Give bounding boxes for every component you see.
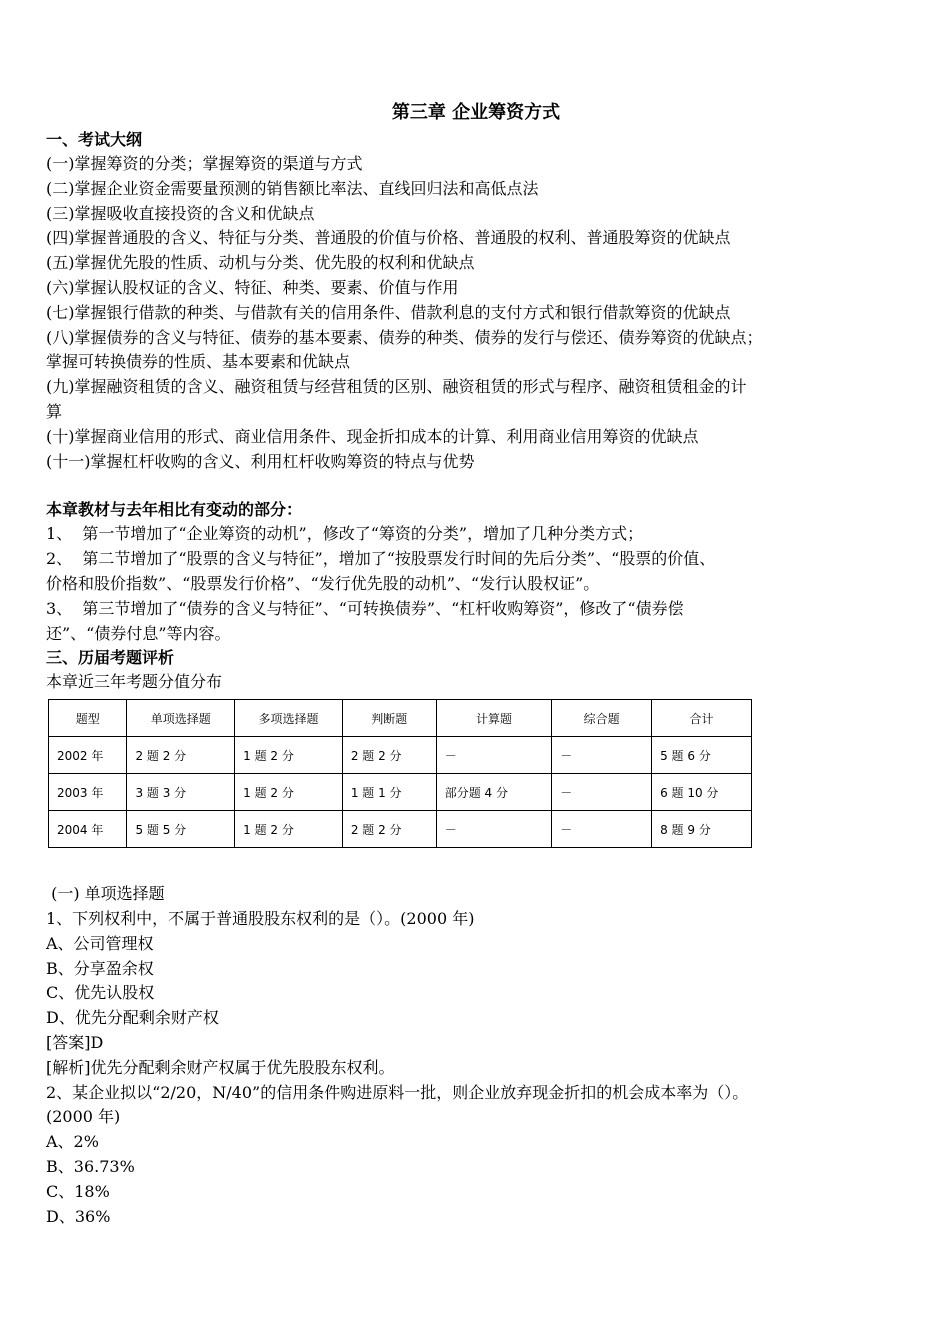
table-cell: 部分题 4 分 (436, 774, 552, 811)
outline-item: (二)掌握企业资金需要量预测的销售额比率法、直线回归法和高低点法 (46, 178, 539, 198)
table-cell: 5 题 6 分 (652, 737, 752, 774)
changes-line: 还”、“债券付息”等内容。 (46, 623, 231, 643)
document-page (46, 100, 906, 1229)
outline-item: (三)掌握吸收直接投资的含义和优缺点 (46, 203, 315, 223)
table-cell: 6 题 10 分 (652, 774, 752, 811)
outline-item: 算 (46, 401, 63, 421)
table-header-row (49, 700, 752, 737)
table-cell: 5 题 5 分 (127, 811, 235, 848)
table-cell: 2002 年 (49, 737, 127, 774)
table-cell: － (436, 811, 552, 848)
outline-item: (四)掌握普通股的含义、特征与分类、普通股的价值与价格、普通股的权利、普通股筹资的优缺点 (46, 228, 731, 248)
changes-line: 3、 第三节增加了“债券的含义与特征”、“可转换债券”、“杠杆收购筹资”，修改了“债券偿 (46, 598, 684, 618)
review-subtitle: 本章近三年考题分值分布 (46, 672, 223, 692)
table-row (49, 737, 752, 774)
changes-line: 2、 第二节增加了“股票的含义与特征”，增加了“按股票发行时间的先后分类”、“股票的价值、 (46, 549, 716, 569)
table-header-cell: 单项选择题 (127, 700, 235, 737)
question-option: B、分享盈余权 (46, 958, 154, 978)
table-header-cell: 计算题 (436, 700, 552, 737)
score-table-wrap (48, 699, 906, 848)
review-heading: 三、历届考题评析 (46, 648, 175, 668)
question-option: A、2% (46, 1132, 99, 1152)
question-option: C、18% (46, 1181, 110, 1201)
outline-item: (五)掌握优先股的性质、动机与分类、优先股的权利和优缺点 (46, 253, 475, 273)
table-cell: － (552, 774, 652, 811)
question-option: C、优先认股权 (46, 983, 155, 1003)
changes-heading: 本章教材与去年相比有变动的部分： (46, 500, 303, 520)
question-line: (2000 年) (46, 1107, 121, 1127)
chapter-title: 第三章 企业筹资方式 (391, 102, 561, 123)
score-table (48, 699, 752, 848)
outline-list (46, 152, 906, 474)
outline-heading: 一、考试大纲 (46, 130, 143, 149)
questions-section (46, 882, 906, 1229)
outline-item: (一)掌握筹资的分类；掌握筹资的渠道与方式 (46, 154, 363, 173)
question-answer: [答案]D (46, 1032, 104, 1052)
outline-item: (七)掌握银行借款的种类、与借款有关的信用条件、借款利息的支付方式和银行借款筹资的优缺点 (46, 302, 731, 322)
table-header-cell: 多项选择题 (235, 700, 343, 737)
outline-item: 掌握可转换债券的性质、基本要素和优缺点 (46, 352, 351, 372)
questions-section-label: (一) 单项选择题 (46, 884, 165, 904)
question-explanation: [解析]优先分配剩余财产权属于优先股股东权利。 (46, 1057, 395, 1077)
outline-item: (八)掌握债券的含义与特征、债券的基本要素、债券的种类、债券的发行与偿还、债券筹资的优缺点； (46, 327, 763, 347)
changes-line: 价格和股价指数”、“股票发行价格”、“发行优先股的动机”、“发行认股权证”。 (46, 573, 600, 593)
table-cell: － (436, 737, 552, 774)
table-header-cell: 判断题 (342, 700, 436, 737)
changes-line: 1、 第一节增加了“企业筹资的动机”，修改了“筹资的分类”，增加了几种分类方式； (46, 524, 644, 544)
outline-item: (九)掌握融资租赁的含义、融资租赁与经营租赁的区别、融资租赁的形式与程序、融资租赁租金的计 (46, 377, 747, 397)
question-option: A、公司管理权 (46, 933, 154, 953)
table-cell: 2 题 2 分 (127, 737, 235, 774)
table-cell: － (552, 737, 652, 774)
outline-item: (十)掌握商业信用的形式、商业信用条件、现金折扣成本的计算、利用商业信用筹资的优缺点 (46, 426, 699, 446)
table-cell: 2004 年 (49, 811, 127, 848)
table-cell: 8 题 9 分 (652, 811, 752, 848)
question-option: D、36% (46, 1206, 111, 1226)
table-cell: 2003 年 (49, 774, 127, 811)
table-cell: 2 题 2 分 (342, 811, 436, 848)
outline-item: (十一)掌握杠杆收购的含义、利用杠杆收购筹资的特点与优势 (46, 451, 475, 471)
table-row (49, 774, 752, 811)
question-line: 2、某企业拟以“2/20，N/40”的信用条件购进原料一批，则企业放弃现金折扣的机会成本率为（）。 (46, 1082, 749, 1102)
changes-list (46, 522, 906, 646)
table-cell: 1 题 2 分 (235, 811, 343, 848)
table-cell: 3 题 3 分 (127, 774, 235, 811)
outline-item: (六)掌握认股权证的含义、特征、种类、要素、价值与作用 (46, 277, 459, 297)
table-row (49, 811, 752, 848)
table-cell: 1 题 2 分 (235, 737, 343, 774)
table-header-cell: 合计 (652, 700, 752, 737)
question-line: 1、下列权利中，不属于普通股股东权利的是（）。(2000 年) (46, 908, 475, 928)
table-header-cell: 综合题 (552, 700, 652, 737)
table-cell: 2 题 2 分 (342, 737, 436, 774)
table-cell: － (552, 811, 652, 848)
table-cell: 1 题 1 分 (342, 774, 436, 811)
question-option: B、36.73% (46, 1156, 135, 1176)
table-header-cell: 题型 (49, 700, 127, 737)
question-option: D、优先分配剩余财产权 (46, 1008, 219, 1028)
table-cell: 1 题 2 分 (235, 774, 343, 811)
